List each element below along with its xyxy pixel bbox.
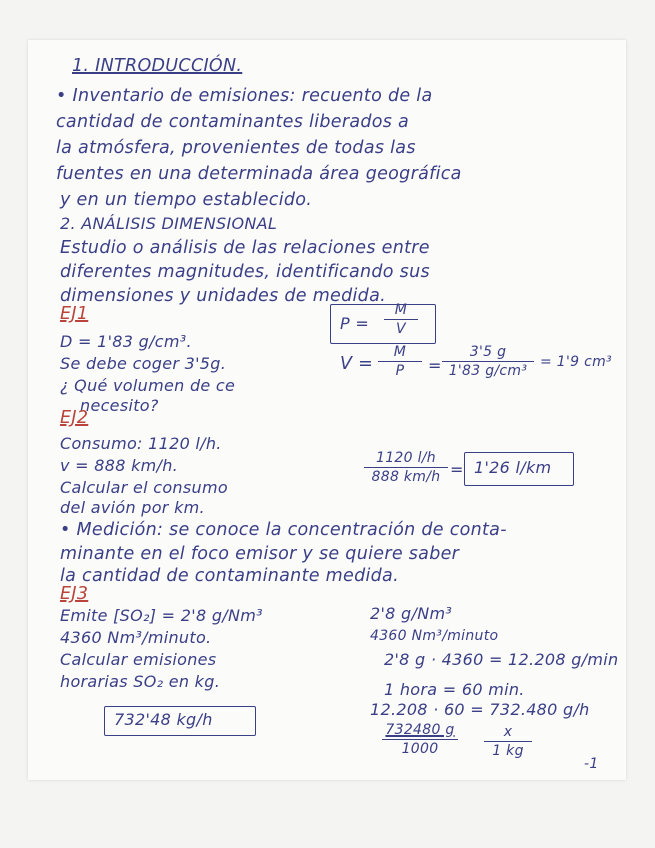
ej3-last-frac1: [382, 722, 458, 757]
ej3-last-den2: 1 kg: [492, 743, 524, 760]
ej2-line-2: v = 888 km/h.: [60, 456, 179, 475]
ej2-frac-num: 1120 l/h: [376, 450, 436, 466]
ej2-label: EJ2: [60, 408, 89, 428]
section1-line-2: cantidad de contaminantes liberados a: [56, 112, 410, 132]
ej1-calc-result: = 1'9 cm³: [540, 354, 612, 370]
ej3-label: EJ3: [60, 584, 89, 604]
ej3-last-frac2: [484, 724, 532, 759]
ej2-result: 1'26 l/km: [474, 458, 552, 477]
ej1-calc-eq: =: [428, 356, 442, 375]
ej1-formula-den: V: [396, 321, 406, 338]
ej1-line-1: D = 1'83 g/cm³.: [60, 332, 192, 351]
ej3-right-line-3: 2'8 g · 4360 = 12.208 g/min: [384, 650, 619, 669]
ej1-calc-frac2: [442, 344, 534, 379]
section2-line-2: diferentes magnitudes, identificando sus: [60, 262, 430, 282]
ej1-calc-den1: P: [395, 363, 405, 380]
ej1-formula-p: P =: [340, 314, 370, 333]
ej1-line-3: ¿ Qué volumen de ce: [60, 376, 236, 395]
medicion-line-1: • Medición: se conoce la concentración de conta-: [60, 520, 507, 540]
ej2-frac-den: 888 km/h: [371, 469, 441, 486]
ej1-calc-frac1: [378, 344, 422, 379]
medicion-line-3: la cantidad de contaminante medida.: [60, 566, 399, 586]
ej2-frac: [364, 450, 448, 485]
ej1-line-2: Se debe coger 3'5g.: [60, 354, 227, 373]
ej1-formula-frac: [384, 302, 418, 337]
ej3-line-4: horarias SO₂ en kg.: [60, 672, 221, 691]
page-number: -1: [584, 756, 599, 772]
ej2-line-3: Calcular el consumo: [60, 478, 228, 497]
ej3-boxed-result: 732'48 kg/h: [114, 710, 213, 729]
ej3-line-1: Emite [SO₂] = 2'8 g/Nm³: [60, 606, 263, 625]
section1-line-3: la atmósfera, provenientes de todas las: [56, 138, 416, 158]
section1-line-5: y en un tiempo establecido.: [60, 190, 313, 210]
ej1-formula-num: M: [394, 302, 408, 318]
section1-line-1: • Inventario de emisiones: recuento de la: [56, 86, 433, 106]
ej1-line-4: necesito?: [80, 396, 159, 415]
ej1-calc-den2: 1'83 g/cm³: [448, 363, 528, 380]
ej3-right-line-5: 12.208 · 60 = 732.480 g/h: [370, 700, 590, 719]
ej3-right-line-1: 2'8 g/Nm³: [370, 604, 453, 623]
ej1-calc-v: V =: [340, 354, 374, 374]
ej3-last-num2: x: [503, 724, 513, 740]
ej3-right-line-4: 1 hora = 60 min.: [384, 680, 525, 699]
section1-heading: 1. INTRODUCCIÓN.: [72, 56, 243, 76]
ej2-frac-eq: =: [450, 460, 464, 479]
ej3-line-3: Calcular emisiones: [60, 650, 217, 669]
ej3-line-2: 4360 Nm³/minuto.: [60, 628, 212, 647]
ej1-label: EJ1: [60, 304, 89, 324]
medicion-line-2: minante en el foco emisor y se quiere saber: [60, 544, 460, 564]
ej1-calc-num2: 3'5 g: [469, 344, 507, 360]
section2-line-1: Estudio o análisis de las relaciones entre: [60, 238, 430, 258]
ej2-line-1: Consumo: 1120 l/h.: [60, 434, 222, 453]
section1-line-4: fuentes en una determinada área geográfica: [56, 164, 462, 184]
ej1-calc-num1: M: [393, 344, 407, 360]
ej3-right-line-2: 4360 Nm³/minuto: [370, 628, 499, 644]
ej3-last-den: 1000: [401, 741, 439, 758]
section2-line-3: dimensiones y unidades de medida.: [60, 286, 386, 306]
section2-heading: 2. ANÁLISIS DIMENSIONAL: [60, 214, 278, 233]
ej3-last-num: 732480 g: [385, 722, 455, 738]
ej2-line-4: del avión por km.: [60, 498, 205, 517]
